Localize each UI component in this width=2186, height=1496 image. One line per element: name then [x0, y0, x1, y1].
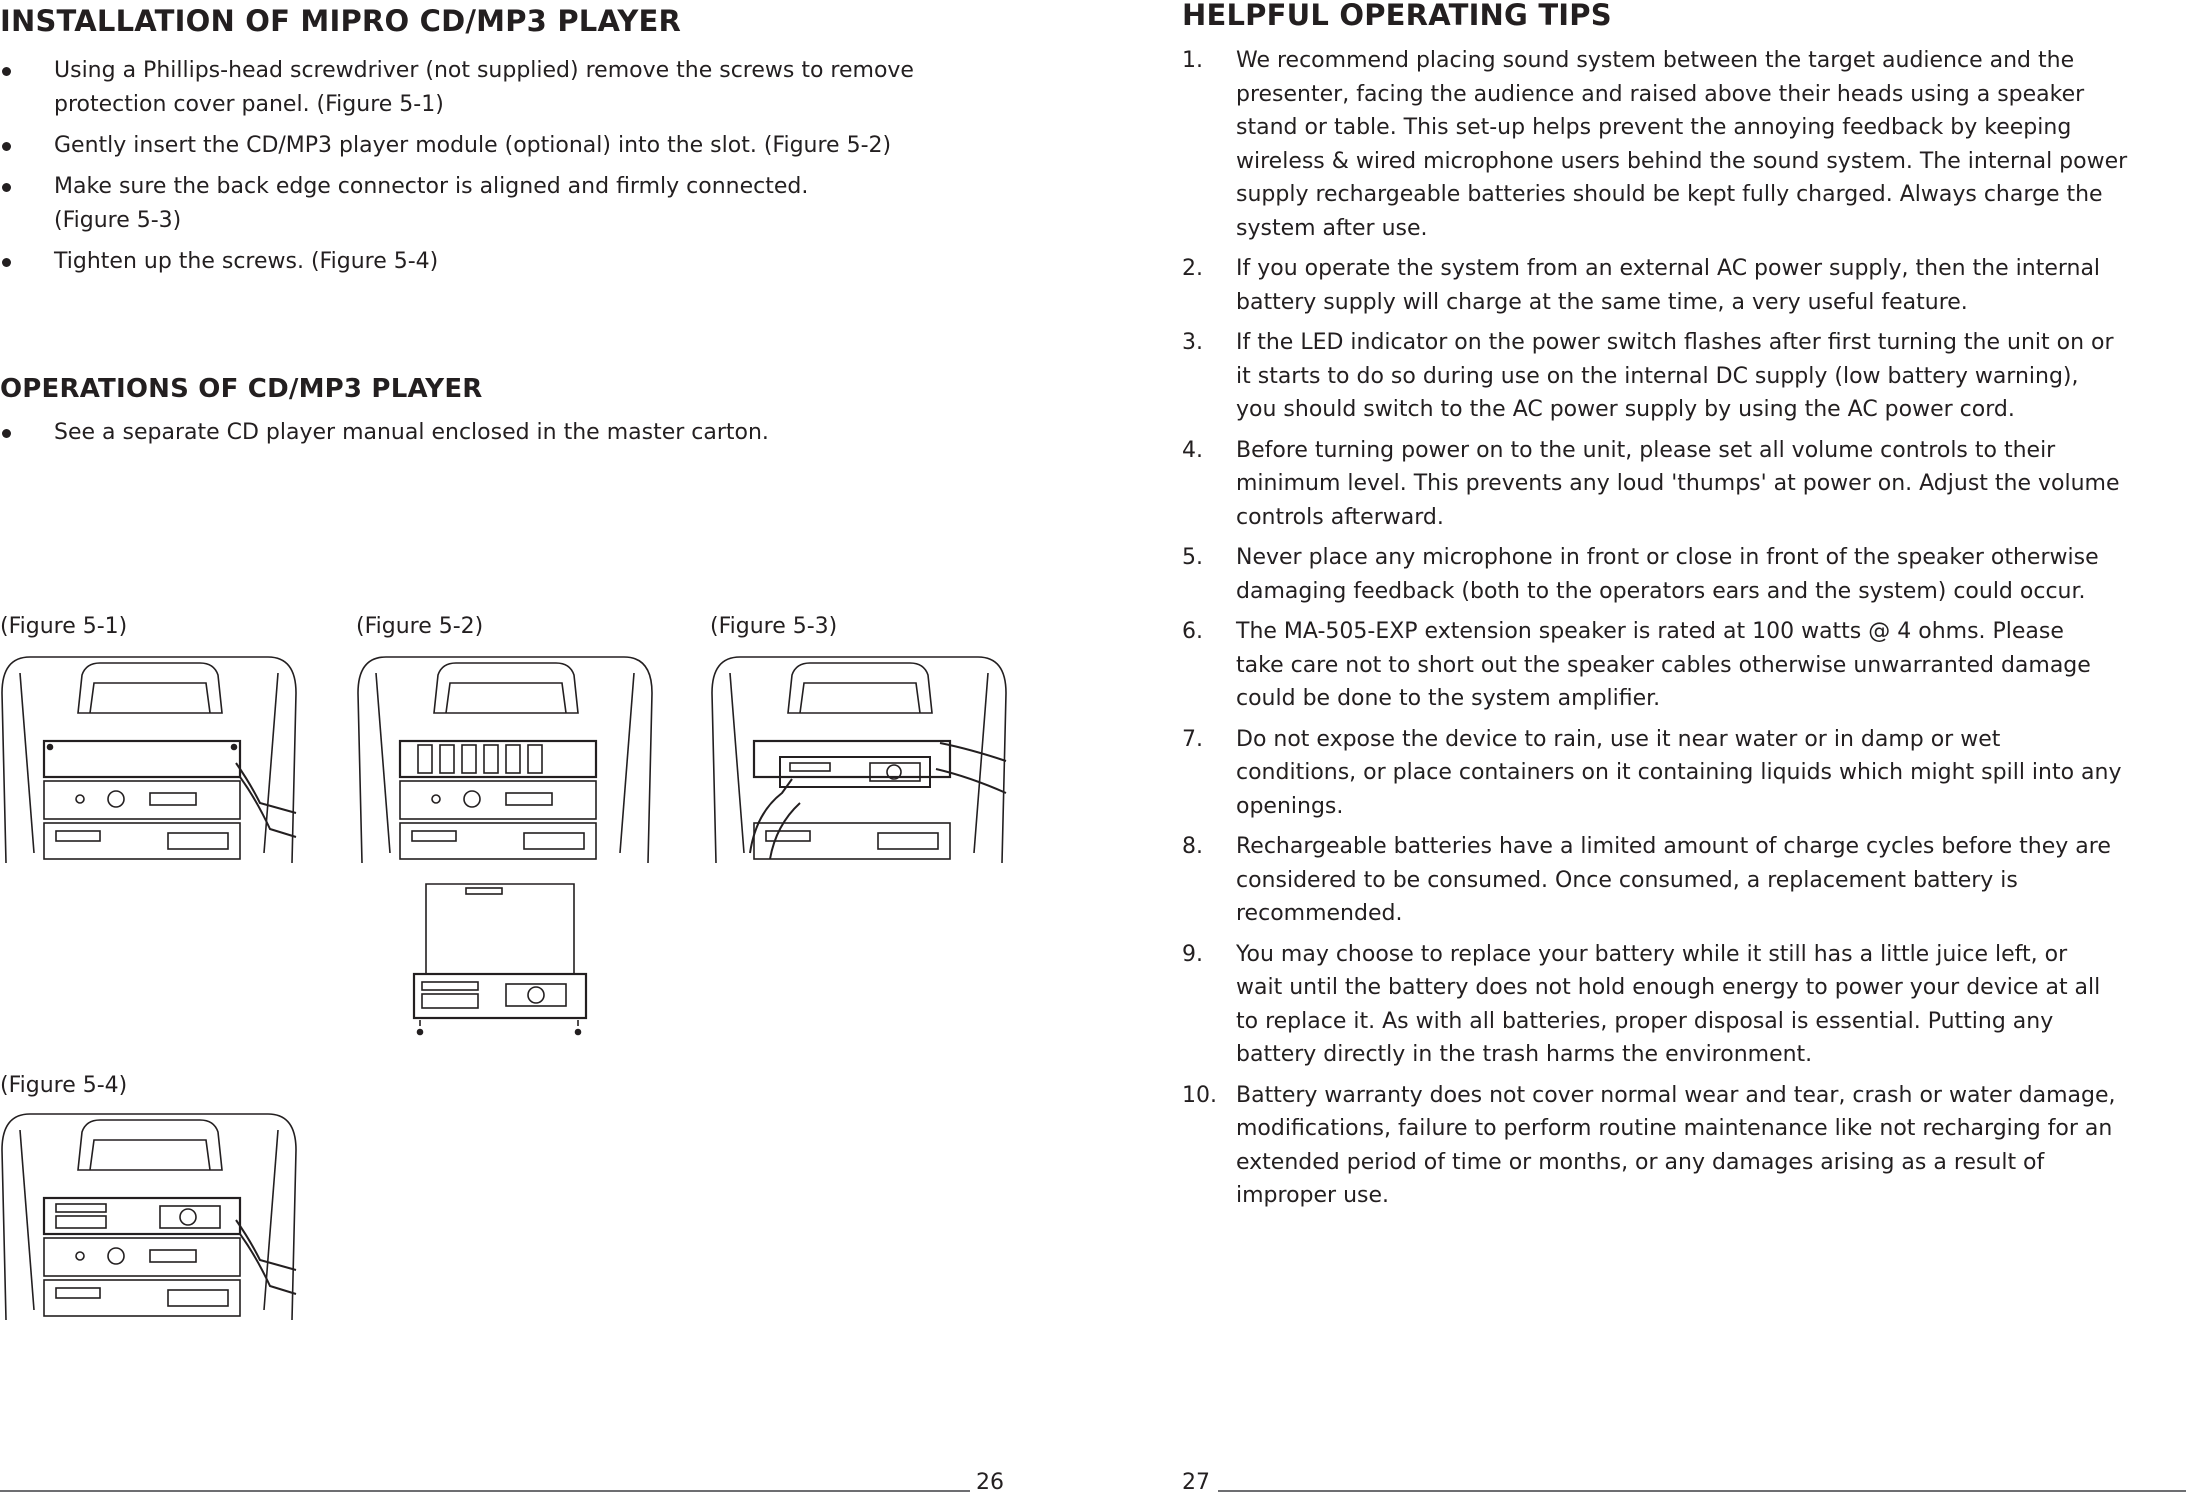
list-item — [1182, 723, 2186, 824]
tip-line: to replace it. As with all batteries, proper disposal is essential. Putting any — [1236, 1008, 2054, 1034]
operations-steps — [0, 416, 1000, 457]
installation-steps — [0, 54, 1000, 286]
right-page — [1182, 0, 2186, 1494]
bullet-line: Make sure the back edge connector is aligned and firmly connected. — [54, 174, 809, 199]
tips-list — [1182, 44, 2186, 1220]
bullet-icon — [2, 258, 11, 267]
tip-line: take care not to short out the speaker cables otherwise unwarranted damage — [1236, 652, 2091, 678]
page-number: 27 — [1182, 1470, 1210, 1495]
tip-line: modifications, failure to perform routine maintenance like not recharging for an — [1236, 1116, 2113, 1141]
tip-line: you should switch to the AC power supply by using the AC power cord. — [1236, 397, 2015, 422]
list-item — [1182, 252, 2186, 319]
figure-5-1-label: (Figure 5-1) — [0, 614, 128, 639]
cd-module-illustration — [410, 880, 590, 1038]
tip-line: it starts to do so during use on the internal DC supply (low battery warning), — [1236, 363, 2079, 389]
left-page — [0, 0, 1010, 1494]
tip-line: You may choose to replace your battery while it still has a little juice left, or — [1236, 941, 2068, 967]
tip-line: damaging feedback (both to the operators ears and the system) could occur. — [1236, 578, 2086, 604]
tip-line: openings. — [1236, 793, 1344, 819]
page-number: 26 — [976, 1470, 1004, 1495]
list-item — [1182, 326, 2186, 427]
list-item — [1182, 1079, 2186, 1213]
bullet-icon — [2, 142, 11, 151]
footer-rule — [0, 1490, 970, 1492]
tip-line: Do not expose the device to rain, use it near water or in damp or wet — [1236, 726, 2001, 752]
list-item — [1182, 44, 2186, 245]
tip-line: wait until the battery does not hold enough energy to power your device at all — [1236, 975, 2101, 1000]
tip-line: If the LED indicator on the power switch flashes after first turning the unit on or — [1236, 330, 2114, 355]
operations-title: OPERATIONS OF CD/MP3 PLAYER — [0, 374, 483, 404]
list-item — [0, 245, 1000, 279]
tip-number: 3. — [1182, 330, 1203, 355]
tip-line: could be done to the system amplifier. — [1236, 686, 1661, 711]
bullet-line: See a separate CD player manual enclosed in the master carton. — [54, 420, 769, 445]
list-item — [1182, 434, 2186, 535]
tip-line: controls afterward. — [1236, 504, 1444, 530]
figure-5-3-label: (Figure 5-3) — [710, 614, 838, 639]
tip-number: 6. — [1182, 619, 1203, 644]
figure-5-4-label: (Figure 5-4) — [0, 1073, 128, 1098]
bullet-line: Using a Phillips-head screwdriver (not supplied) remove the screws to remove — [54, 58, 914, 83]
tip-line: improper use. — [1236, 1183, 1390, 1208]
tip-line: extended period of time or months, or any damages arising as a result of — [1236, 1149, 2045, 1175]
tips-title: HELPFUL OPERATING TIPS — [1182, 0, 1612, 32]
tip-line: presenter, facing the audience and raised above their heads using a speaker — [1236, 81, 2085, 107]
tip-line: Before turning power on to the unit, please set all volume controls to their — [1236, 437, 2056, 463]
list-item — [0, 170, 1000, 238]
tip-line: minimum level. This prevents any loud 'thumps' at power on. Adjust the volume — [1236, 471, 2120, 496]
tip-number: 4. — [1182, 437, 1203, 463]
tip-line: The MA-505-EXP extension speaker is rated at 100 watts @ 4 ohms. Please — [1236, 619, 2064, 644]
list-item — [0, 54, 1000, 122]
tip-line: stand or table. This set-up helps prevent the annoying feedback by keeping — [1236, 115, 2072, 140]
tip-line: Never place any microphone in front or close in front of the speaker otherwise — [1236, 545, 2099, 570]
tip-line: considered to be consumed. Once consumed, a replacement battery is — [1236, 867, 2018, 893]
tip-line: We recommend placing sound system between the target audience and the — [1236, 48, 2075, 73]
figure-5-2-illustration — [356, 653, 654, 865]
tip-number: 7. — [1182, 726, 1203, 752]
tip-number: 9. — [1182, 941, 1203, 967]
bullet-icon — [2, 429, 11, 438]
bullet-line: Gently insert the CD/MP3 player module (optional) into the slot. (Figure 5-2) — [54, 133, 892, 158]
list-item — [1182, 830, 2186, 931]
figure-5-1-illustration — [0, 653, 298, 865]
footer-rule — [1218, 1490, 2186, 1492]
tip-line: wireless & wired microphone users behind the sound system. The internal power — [1236, 148, 2128, 174]
bullet-line: Tighten up the screws. (Figure 5-4) — [54, 249, 439, 274]
tip-line: Rechargeable batteries have a limited amount of charge cycles before they are — [1236, 834, 2111, 859]
tip-line: battery supply will charge at the same time, a very useful feature. — [1236, 289, 1968, 315]
tip-number: 10. — [1182, 1082, 1217, 1108]
list-item — [1182, 541, 2186, 608]
tip-number: 8. — [1182, 834, 1203, 859]
tip-line: system after use. — [1236, 215, 1428, 241]
list-item — [0, 129, 1000, 163]
bullet-line: protection cover panel. (Figure 5-1) — [54, 92, 444, 117]
tip-line: Battery warranty does not cover normal wear and tear, crash or water damage, — [1236, 1082, 2116, 1108]
tip-number: 2. — [1182, 256, 1203, 281]
installation-title: INSTALLATION OF MIPRO CD/MP3 PLAYER — [0, 4, 682, 38]
tip-line: conditions, or place containers on it containing liquids which might spill into any — [1236, 760, 2122, 785]
figure-5-4-illustration — [0, 1110, 298, 1322]
tip-line: battery directly in the trash harms the environment. — [1236, 1042, 1813, 1067]
bullet-line: (Figure 5-3) — [54, 208, 182, 233]
list-item — [0, 416, 1000, 450]
tip-line: recommended. — [1236, 901, 1403, 926]
bullet-icon — [2, 183, 11, 192]
bullet-icon — [2, 67, 11, 76]
figure-5-2-label: (Figure 5-2) — [356, 614, 484, 639]
tip-number: 1. — [1182, 48, 1203, 73]
tip-line: If you operate the system from an external AC power supply, then the internal — [1236, 256, 2101, 281]
tip-number: 5. — [1182, 545, 1203, 570]
list-item — [1182, 938, 2186, 1072]
tip-line: supply rechargeable batteries should be kept fully charged. Always charge the — [1236, 182, 2103, 207]
list-item — [1182, 615, 2186, 716]
figure-5-3-illustration — [710, 653, 1008, 865]
